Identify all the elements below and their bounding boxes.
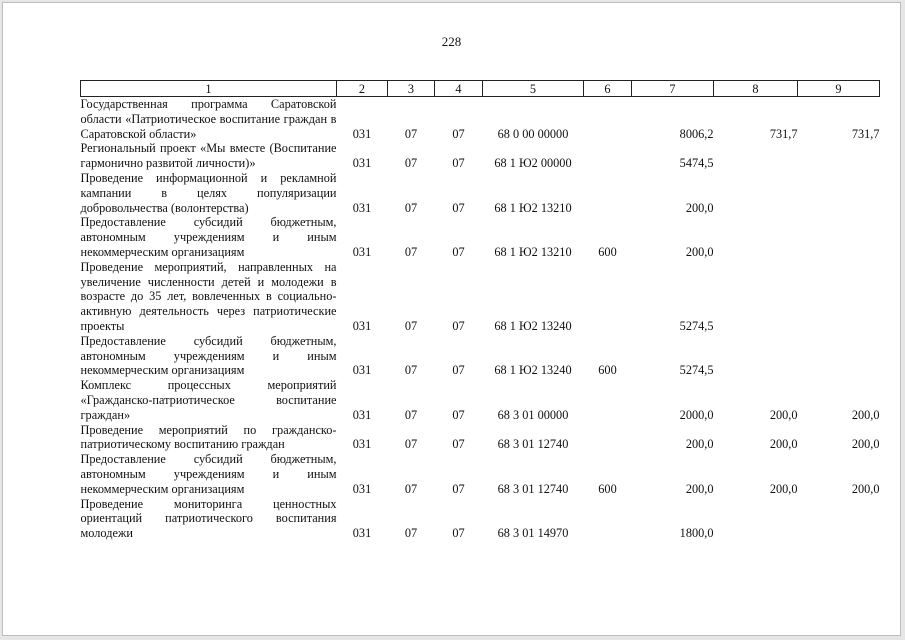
row-amount-col8 [714, 334, 798, 378]
row-amount-col7: 200,0 [685, 481, 714, 496]
row-amount-col7: 200,0 [685, 437, 714, 452]
row-code-target: 68 1 Ю2 00000 [494, 156, 572, 171]
row-name: Предоставление субсидий бюджетным, автономным учреждениям и иным некоммерческим организациям [80, 333, 337, 378]
column-header: 5 [483, 81, 584, 97]
row-code-section: 07 [404, 156, 418, 171]
header-row [81, 81, 880, 97]
row-amount-col9 [798, 215, 880, 259]
row-code-target: 68 3 01 14970 [497, 526, 569, 541]
row-amount-col8 [714, 141, 798, 171]
row-amount-col7: 200,0 [685, 200, 714, 215]
row-code-subsection: 07 [452, 318, 465, 333]
table-row [81, 497, 880, 541]
row-code-admin: 031 [352, 363, 372, 378]
row-code-subsection: 07 [452, 363, 465, 378]
column-header: 1 [81, 81, 337, 97]
row-code-section: 07 [404, 318, 418, 333]
row-amount-col9: 200,0 [851, 437, 880, 452]
row-code-admin: 031 [352, 244, 372, 259]
row-code-expense-type [584, 260, 632, 334]
row-code-expense-type [584, 171, 632, 215]
row-amount-col7: 1800,0 [679, 526, 714, 541]
row-code-expense-type: 600 [598, 363, 617, 378]
row-code-section: 07 [404, 437, 418, 452]
row-amount-col8: 200,0 [769, 407, 798, 422]
column-header: 4 [435, 81, 483, 97]
row-name: Региональный проект «Мы вместе (Воспитание гармонично развитой личности)» [80, 141, 337, 171]
row-name: Предоставление субсидий бюджетным, автономным учреждениям и иным некоммерческим организациям [80, 452, 337, 496]
budget-table [80, 80, 880, 541]
row-amount-col9 [798, 141, 880, 171]
row-name: Проведение информационной и рекламной кампании в целях популяризации добровольчества (волонтерства) [80, 170, 337, 215]
column-header: 9 [798, 81, 880, 97]
row-amount-col8: 200,0 [769, 437, 798, 452]
table-row [81, 378, 880, 422]
row-code-admin: 031 [352, 200, 372, 215]
table-row [81, 423, 880, 453]
row-code-admin: 031 [352, 407, 372, 422]
row-code-section: 07 [404, 363, 418, 378]
row-code-admin: 031 [352, 318, 372, 333]
row-name: Комплекс процессных мероприятий «Гражданско-патриотическое воспитание граждан» [80, 378, 337, 422]
row-amount-col9: 200,0 [851, 481, 880, 496]
page-number: 228 [441, 34, 462, 49]
row-name: Проведение мониторинга ценностных ориентаций патриотического воспитания молодежи [80, 496, 337, 541]
row-amount-col7: 5274,5 [679, 363, 714, 378]
row-name: Предоставление субсидий бюджетным, автономным учреждениям и иным некоммерческим организациям [80, 215, 337, 259]
document-page [2, 2, 901, 636]
table-row [81, 141, 880, 171]
row-amount-col8 [714, 260, 798, 334]
row-code-admin: 031 [352, 437, 372, 452]
table-row [81, 171, 880, 215]
table-row [81, 97, 880, 142]
row-code-section: 07 [404, 126, 418, 141]
row-code-subsection: 07 [452, 526, 465, 541]
row-code-section: 07 [404, 200, 418, 215]
row-code-target: 68 1 Ю2 13210 [494, 200, 572, 215]
table-row [81, 215, 880, 259]
row-amount-col9 [798, 334, 880, 378]
row-code-section: 07 [404, 526, 418, 541]
row-code-subsection: 07 [452, 200, 465, 215]
row-code-admin: 031 [352, 156, 372, 171]
table-row [81, 334, 880, 378]
row-code-expense-type [584, 423, 632, 453]
row-amount-col7: 200,0 [685, 244, 714, 259]
table-row [81, 260, 880, 334]
row-amount-col9: 731,7 [851, 126, 880, 141]
row-code-section: 07 [404, 244, 418, 259]
row-code-target: 68 3 01 12740 [497, 481, 569, 496]
row-amount-col7: 8006,2 [679, 126, 714, 141]
row-code-subsection: 07 [452, 126, 465, 141]
row-code-subsection: 07 [452, 244, 465, 259]
row-code-target: 68 3 01 00000 [497, 407, 569, 422]
row-amount-col9 [798, 171, 880, 215]
row-amount-col8 [714, 497, 798, 541]
row-code-expense-type [584, 141, 632, 171]
row-amount-col8 [714, 215, 798, 259]
column-header: 2 [337, 81, 388, 97]
column-header: 6 [584, 81, 632, 97]
row-code-expense-type: 600 [598, 481, 617, 496]
row-code-section: 07 [404, 407, 418, 422]
row-amount-col7: 5474,5 [679, 156, 714, 171]
row-name: Проведение мероприятий по гражданско-патриотическому воспитанию граждан [80, 422, 337, 452]
row-code-target: 68 0 00 00000 [497, 126, 569, 141]
row-code-target: 68 1 Ю2 13240 [494, 363, 572, 378]
row-code-expense-type [584, 97, 632, 142]
row-code-subsection: 07 [452, 407, 465, 422]
row-code-admin: 031 [352, 126, 372, 141]
row-name: Проведение мероприятий, направленных на увеличение численности детей и молодежи в возрасте до 35 лет, вовлеченных в социально-активную деятельность через патриотические проекты [80, 259, 337, 333]
row-name: Государственная программа Саратовской области «Патриотическое воспитание граждан в Саратовской области» [80, 97, 337, 141]
row-amount-col7: 5274,5 [679, 318, 714, 333]
row-amount-col8 [714, 171, 798, 215]
column-header: 7 [632, 81, 714, 97]
column-header: 3 [388, 81, 435, 97]
row-code-target: 68 3 01 12740 [497, 437, 569, 452]
table-row [81, 452, 880, 496]
row-code-expense-type: 600 [598, 244, 617, 259]
row-amount-col9 [798, 260, 880, 334]
row-code-subsection: 07 [452, 437, 465, 452]
row-code-subsection: 07 [452, 156, 465, 171]
row-amount-col8: 731,7 [769, 126, 798, 141]
row-amount-col8: 200,0 [769, 481, 798, 496]
row-code-section: 07 [404, 481, 418, 496]
row-code-expense-type [584, 497, 632, 541]
row-code-admin: 031 [352, 481, 372, 496]
row-amount-col9 [798, 497, 880, 541]
row-code-target: 68 1 Ю2 13240 [494, 318, 572, 333]
column-header: 8 [714, 81, 798, 97]
row-code-target: 68 1 Ю2 13210 [494, 244, 572, 259]
row-amount-col7: 2000,0 [679, 407, 714, 422]
row-amount-col9: 200,0 [851, 407, 880, 422]
row-code-expense-type [584, 378, 632, 422]
row-code-subsection: 07 [452, 481, 465, 496]
row-code-admin: 031 [352, 526, 372, 541]
